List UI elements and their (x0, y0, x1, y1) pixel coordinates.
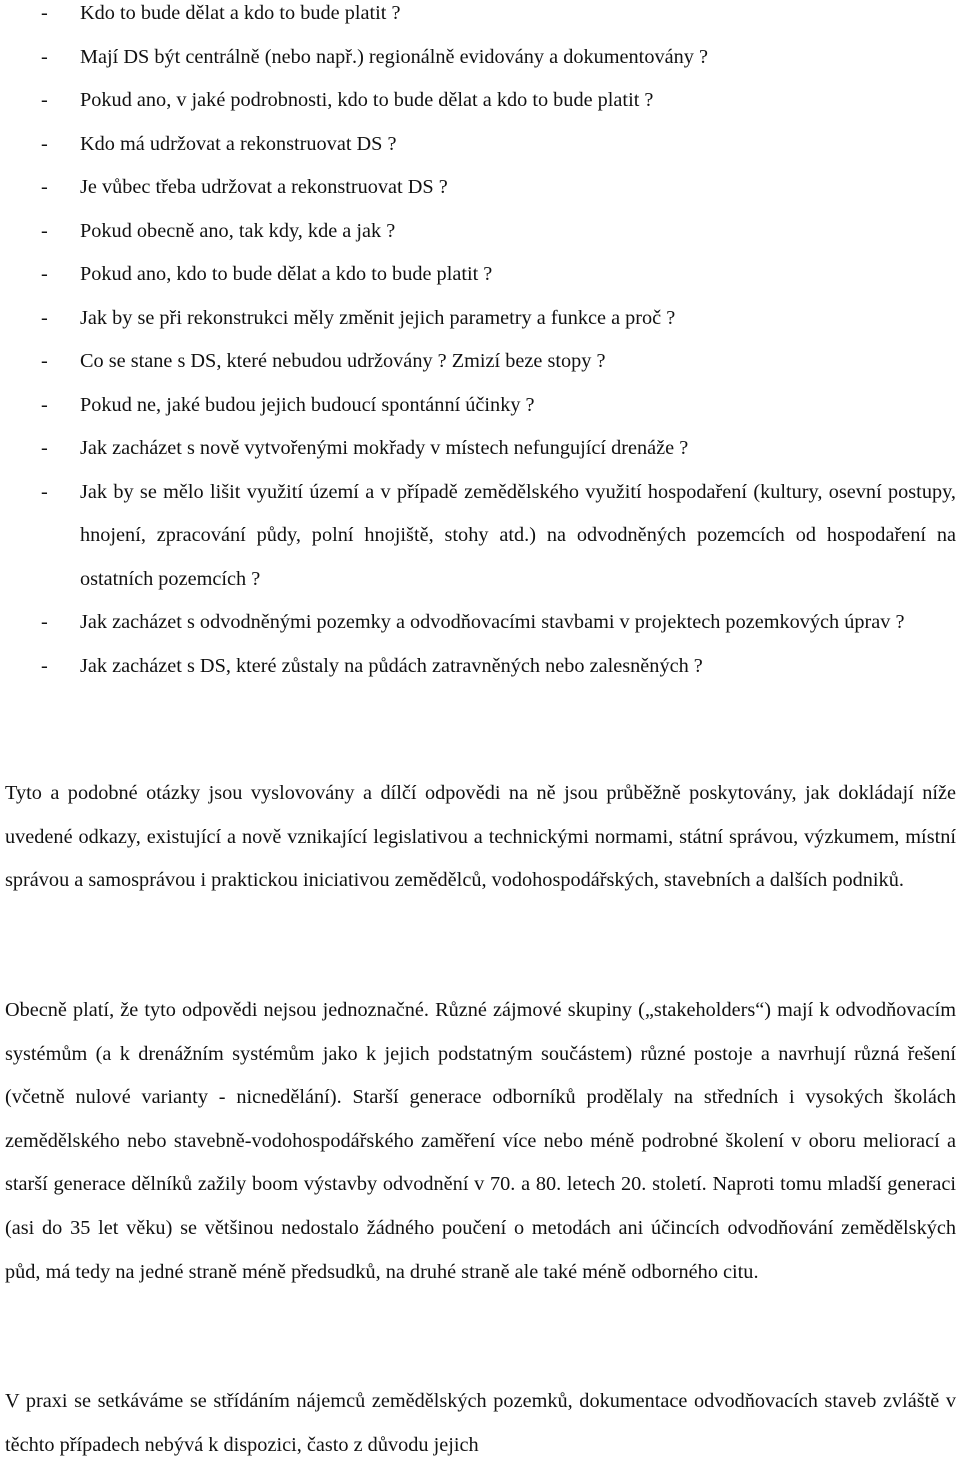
question-text: Kdo to bude dělat a kdo to bude platit ? (80, 2, 401, 24)
list-item (0, 210, 960, 254)
list-dash: - (41, 437, 48, 459)
question-list (0, 0, 960, 688)
question-text: Mají DS být centrálně (nebo např.) regionálně evidovány a dokumentovány ? (80, 45, 708, 68)
list-dash: - (41, 480, 48, 503)
paragraph-practice: V praxi se setkáváme se střídáním nájemců zemědělských pozemků, dokumentace odvodňovacích staveb zvláště v těchto případech nebývá k dispozici, často z důvodu jejich (5, 1390, 956, 1456)
list-dash: - (41, 393, 48, 416)
list-item (0, 601, 960, 645)
list-dash: - (41, 89, 48, 111)
list-item (0, 253, 960, 297)
list-dash: - (41, 219, 48, 242)
list-item (0, 384, 960, 428)
list-item (0, 297, 960, 341)
question-text: Kdo má udržovat a rekonstruovat DS ? (80, 132, 397, 155)
question-text: Je vůbec třeba udržovat a rekonstruovat DS ? (80, 176, 448, 198)
question-text: Jak by se mělo lišit využití území a v případě zemědělského využití hospodaření (kultury, osevní postupy, hnojení, zpracování půdy, polní hnojiště, stohy atd.) na odvodněných pozemcích od hospodaření na ostatních pozemcích ? (80, 480, 956, 590)
list-item (0, 645, 960, 689)
list-dash: - (41, 2, 48, 24)
question-text: Pokud obecně ano, tak kdy, kde a jak ? (80, 219, 396, 242)
list-dash: - (41, 132, 48, 155)
list-item (0, 79, 960, 123)
question-text: Pokud ano, v jaké podrobnosti, kdo to bude dělat a kdo to bude platit ? (80, 89, 654, 111)
list-item (0, 36, 960, 80)
question-text: Pokud ano, kdo to bude dělat a kdo to bude platit ? (80, 263, 493, 285)
paragraph-stakeholders: Obecně platí, že tyto odpovědi nejsou jednoznačné. Různé zájmové skupiny („stakeholders“) mají k odvodňovacím systémům (a k drenážním systémům jako k jejich podstatným součástem) různé postoje a navrhují různá řešení (včetně nulové varianty - nicnedělání). Starší generace odborníků prodělaly na středních i vysokých školách zemědělského nebo stavebně-vodohospodářského zaměření více nebo méně podrobné školení v oboru meliorací a starší generace dělníků zažily boom výstavby odvodnění v 70. a 80. letech 20. století. Naproti tomu mladší generaci (asi do 35 let věku) se většinou nedostalo žádného poučení o metodách ani účincích odvodňování zemědělských půd, má tedy na jedné straně méně předsudků, na druhé straně ale také méně odborného citu. (5, 999, 956, 1283)
question-text: Jak zacházet s DS, které zůstaly na půdách zatravněných nebo zalesněných ? (80, 654, 703, 677)
list-dash: - (41, 350, 48, 372)
list-item (0, 427, 960, 471)
question-text: Pokud ne, jaké budou jejich budoucí spontánní účinky ? (80, 393, 535, 416)
list-dash: - (41, 654, 48, 677)
list-item (0, 340, 960, 384)
list-dash: - (41, 45, 48, 68)
list-dash: - (41, 176, 48, 198)
list-item (0, 471, 960, 602)
paragraph-questions-answers: Tyto a podobné otázky jsou vyslovovány a dílčí odpovědi na ně jsou průběžně poskytovány, jak dokládají níže uvedené odkazy, existující a nově vznikající legislativou a technickými normami, státní správou, výzkumem, místní správou a samosprávou i praktickou iniciativou zemědělců, vodohospodářských, stavebních a dalších podniků. (5, 782, 956, 892)
list-dash: - (41, 263, 48, 285)
list-dash: - (41, 611, 48, 633)
list-item (0, 166, 960, 210)
question-text: Co se stane s DS, které nebudou udržovány ? Zmizí beze stopy ? (80, 350, 606, 372)
question-text: Jak zacházet s odvodněnými pozemky a odvodňovacími stavbami v projektech pozemkových úprav ? (80, 611, 905, 633)
question-text: Jak by se při rekonstrukci měly změnit jejich parametry a funkce a proč ? (80, 306, 676, 329)
list-dash: - (41, 306, 48, 329)
list-item (0, 123, 960, 167)
list-item (0, 0, 960, 36)
question-text: Jak zacházet s nově vytvořenými mokřady v místech nefungující drenáže ? (80, 437, 689, 459)
